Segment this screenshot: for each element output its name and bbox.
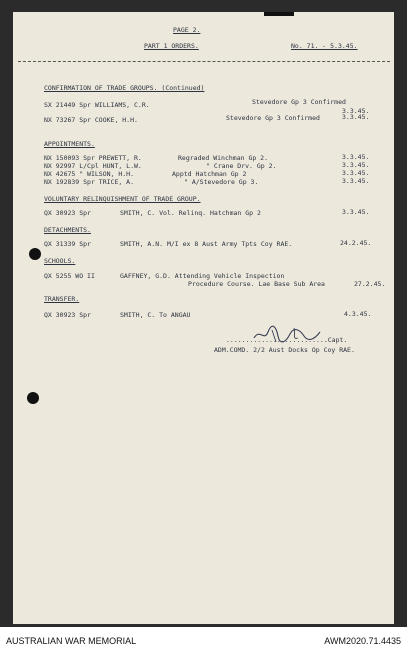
entry-right: SMITH, C. Vol. Relinq. Hatchman Gp 2	[120, 209, 261, 217]
punch-hole	[29, 248, 41, 260]
punch-hole	[27, 392, 39, 404]
entry-date: 3.3.45.	[342, 153, 370, 161]
section-heading: CONFIRMATION OF TRADE GROUPS. (Continued)	[44, 84, 205, 92]
entry-left: NX 150093 Spr PREWETT, R.	[44, 154, 142, 162]
entry-date: 24.2.45.	[340, 239, 372, 247]
entry-left: NX 92997 L/Cpl HUNT, L.W.	[44, 162, 142, 170]
entry-left: QX 30923 Spr	[44, 209, 91, 217]
signature-line: ..........................Capt.	[226, 336, 348, 344]
entry-date: 3.3.45.	[342, 161, 370, 169]
entry-date: 27.2.45.	[354, 280, 386, 288]
entry-right: SMITH, A.N. M/I ex 8 Aust Army Tpts Coy RAE.	[120, 240, 293, 248]
entry-date: 3.3.45.	[342, 208, 370, 216]
entry-right: " A/Stevedore Gp 3.	[184, 178, 259, 186]
entry-date: 3.3.45.	[342, 177, 370, 185]
section-heading: TRANSFER.	[44, 295, 80, 303]
page-tab	[264, 12, 294, 16]
section-heading: APPOINTMENTS.	[44, 140, 95, 148]
entry-right: GAFFNEY, G.D. Attending Vehicle Inspection	[120, 272, 285, 280]
entry-date: 3.3.45.	[342, 169, 370, 177]
footer-source: AUSTRALIAN WAR MEMORIAL	[6, 636, 137, 646]
entry-right: Apptd Hatchman Gp 2	[172, 170, 247, 178]
entry-right: SMITH, C. To ANGAU	[120, 311, 191, 319]
order-number: No. 71. - 5.3.45.	[291, 42, 358, 50]
section-heading: SCHOOLS.	[44, 257, 76, 265]
entry-right: Procedure Course. Lae Base Sub Area	[188, 280, 325, 288]
part-orders: PART 1 ORDERS.	[144, 42, 199, 50]
entry-right: Regraded Winchman Gp 2.	[178, 154, 269, 162]
entry-right: Stevedore Gp 3 Confirmed	[252, 98, 346, 106]
entry-left: NX 73267 Spr COOKE, H.H.	[44, 116, 138, 124]
footer-bar	[0, 627, 407, 653]
entry-left: QX 31339 Spr	[44, 240, 91, 248]
divider	[18, 61, 390, 62]
signatory-title: ADM.COMD. 2/2 Aust Docks Op Coy RAE.	[214, 346, 355, 354]
entry-left: SX 21449 Spr WILLIAMS, C.R.	[44, 101, 150, 109]
footer-accession: AWM2020.71.4435	[324, 636, 401, 646]
section-heading: VOLUNTARY RELINQUISHMENT OF TRADE GROUP.	[44, 195, 201, 203]
entry-date: 3.3.45.	[342, 113, 370, 121]
entry-left: QX 30923 Spr	[44, 311, 91, 319]
page-number: PAGE 2.	[173, 26, 201, 34]
entry-date: 4.3.45.	[344, 310, 372, 318]
entry-right: Stevedore Gp 3 Confirmed	[226, 114, 320, 122]
entry-right: " Crane Drv. Gp 2.	[206, 162, 277, 170]
section-heading: DETACHMENTS.	[44, 226, 91, 234]
entry-left: NX 42675 " WILSON, H.H.	[44, 170, 135, 178]
entry-left: QX 5255 WO II	[44, 272, 95, 280]
entry-left: NX 192839 Spr TRICE, A.	[44, 178, 135, 186]
entry-date: 3.3.45.	[342, 107, 370, 115]
